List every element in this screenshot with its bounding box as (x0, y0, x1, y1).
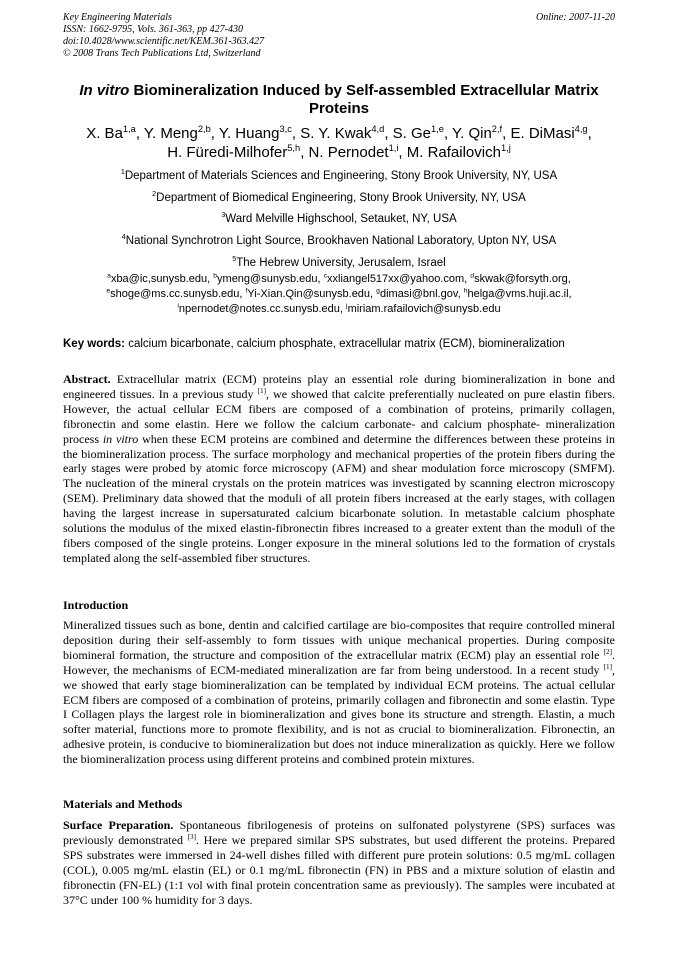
author: Y. Qin$^{2,f}$ (452, 124, 503, 142)
abstract: Abstract. Extracellular matrix (ECM) proteins play an essential role during biomineralization in bone and engineered tissues. In a previous study [1], we showed that calcite preferentially nucleated on pure elastin fibers. However, the actual cellular ECM fibers are composed of a combination of proteins, primarily collagen, fibronectin and some elastin. Here we follow the calcium carbonate- and calcium phosphate- mineralization process in vitro when these ECM proteins are combined and determine the differences between these proteins in the biomineralization process. The surface morphology and mechanical properties of the protein fibers during the early stages were probed by atomic force microscopy (AFM) and shear modulation force microscopy (SMFM). The nucleation of the mineral crystals on the protein matrices was investigated by scanning electron microscopy (SEM). Preliminary data showed that the moduli of all protein fibers increased at the early stages, with collagen having the largest increase in supersaturated calcium bicarbonate solution. In metastable calcium phosphate solutions the modulus of the mixed elastin-fibronectin fibres increased to a greater extent than the moduli of the fibers composed of the single proteins. Longer exposure in the mineral solutions led to the formation of crystals templated along the self-assembled fiber structures. (63, 372, 616, 565)
author: S. Y. Kwak$^{4,d}$ (300, 124, 385, 142)
email: $^c$xxliangel517xx@yahoo.com (323, 272, 465, 285)
section-heading: Introduction (63, 598, 129, 612)
email: $^g$dimasi@bnl.gov (376, 287, 458, 300)
email: $^h$helga@vms.huji.ac.il (463, 287, 569, 300)
affiliation: $^5$The Hebrew University, Jerusalem, Israel (232, 254, 446, 269)
author: H. Füredi-Milhofer$^{5,h}$ (167, 143, 301, 161)
author: Y. Huang$^{3,c}$ (218, 124, 292, 142)
affiliation: $^2$Department of Biomedical Engineering, Stony Brook University, NY, USA (152, 189, 526, 204)
affiliation: $^3$Ward Melville Highschool, Setauket, NY, USA (221, 211, 457, 226)
paper-title (50, 82, 628, 118)
copyright-line: © 2008 Trans Tech Publications Ltd, Switzerland (63, 48, 261, 59)
email: $^e$shoge@ms.cc.sunysb.edu (106, 287, 240, 300)
introduction-paragraph: Mineralized tissues such as bone, dentin and calcified cartilage are bio-composites that require controlled mineral deposition during their self-assembly to form tissues with unique mechanical properties. During composite biomineral formation, the structure and composition of the extracellular matrix (ECM) play an essential role [2]. However, the mechanisms of ECM-mediated mineralization are far from being understood. In a recent study [1], we showed that early stage biomineralization can be templated by individual ECM proteins. The actual cellular ECM fibers are composed of a combination of proteins, primarily collagen and fibronectin and some elastin. Type I Collagen plays the largest role in biomineralization and gives bone its structure and strength. Elastin, a much softer material, functions more to promote flexibility, and is not as crucial to biomineralization. Fibronectin, an adhesive protein, is conducive to biomineralization but does not induce mineralization as quickly. Here we follow the biomineralization process using different proteins and combined protein mixtures. (63, 618, 615, 767)
author: X. Ba$^{1,a}$ (86, 124, 136, 142)
author: Y. Meng$^{2,b}$ (143, 124, 211, 142)
email: $^b$ymeng@sunysb.edu (213, 272, 318, 285)
methods-paragraph: Surface Preparation. Spontaneous fibrilogenesis of proteins on sulfonated polystyrene (SPS) surfaces was previously demonstrated [3]. Here we prepared similar SPS substrates, but used different the proteins. Prepared SPS substrates were immersed in 24-well dishes filled with different pure protein solutions: 0.5 mg/mL collagen (COL), 0.005 mg/mL elastin (EL) or 0.1 mg/mL fibronectin (FN) in PBS and a mixture solution of elastin and fibronectin (FN-EL) (1:1 vol with final protein concentration same as previously). The samples were incubated at 37°C under 100 % humidity for 3 days. (63, 818, 616, 907)
email: $^a$xba@ic,sunysb.edu (107, 272, 208, 285)
journal-name: Key Engineering Materials (63, 12, 172, 23)
keywords-label: Key words: (63, 338, 125, 350)
keywords (63, 337, 623, 352)
affiliation-list (40, 166, 638, 274)
email: $^i$npernodet@notes.cc.sunysb.edu (177, 302, 340, 315)
email: $^f$Yi-Xian.Qin@sunysb.edu (245, 287, 371, 300)
online-date: Online: 2007-11-20 (536, 12, 615, 23)
abstract-label: Abstract. (63, 372, 111, 386)
citation: [3] (187, 832, 196, 841)
title-italic: In vitro (79, 82, 130, 99)
title-text: Biomineralization Induced by Self-assembled Extracellular Matrix Proteins (129, 82, 599, 117)
email: $^d$skwak@forsyth.org (470, 272, 568, 285)
section-heading: Materials and Methods (63, 797, 183, 811)
issn-line: ISSN: 1662-9795, Vols. 361-363, pp 427-430 (63, 24, 243, 35)
author: E. DiMasi$^{4,g}$ (510, 124, 588, 142)
email-list: $^a$xba@ic,sunysb.edu, $^b$ymeng@sunysb.edu, $^c$xxliangel517xx@yahoo.com, $^d$skwak@forsyth.org, $^e$shoge@ms.cc.sunysb.edu, $^f$Yi-Xian.Qin@sunysb.edu, $^g$dimasi@bnl.gov, $^h$helga@vms.huji.ac.il, $^i$npernodet@notes.cc.sunysb.edu, $^j$miriam.rafailovich@sunysb.edu (106, 272, 572, 315)
author-list: X. Ba$^{1,a}$, Y. Meng$^{2,b}$, Y. Huang$^{3,c}$, S. Y. Kwak$^{4,d}$, S. Ge$^{1,e}$, Y. Qin$^{2,f}$, E. DiMasi$^{4,g}$, H. Füredi-Milhofer$^{5,h}$, N. Pernodet$^{1,i}$, M. Rafailovich$^{1,j}$ (86, 124, 592, 161)
author: M. Rafailovich$^{1,j}$ (406, 143, 511, 161)
keywords-text: calcium bicarbonate, calcium phosphate, extracellular matrix (ECM), biomineralization (125, 338, 565, 350)
affiliation: $^4$National Synchrotron Light Source, Brookhaven National Laboratory, Upton NY, USA (121, 233, 557, 248)
author: S. Ge$^{1,e}$ (392, 124, 444, 142)
author: N. Pernodet$^{1,i}$ (308, 143, 399, 161)
email: $^j$miriam.rafailovich@sunysb.edu (346, 302, 501, 315)
journal-header (63, 12, 615, 60)
citation: [1] (257, 386, 266, 395)
citation: [1] (603, 662, 612, 671)
affiliation: $^1$Department of Materials Sciences and Engineering, Stony Brook University, NY, USA (120, 168, 558, 182)
doi-line: doi:10.4028/www.scientific.net/KEM.361-363.427 (63, 36, 265, 47)
subsection-label: Surface Preparation. (63, 818, 174, 832)
citation: [2] (603, 647, 612, 656)
